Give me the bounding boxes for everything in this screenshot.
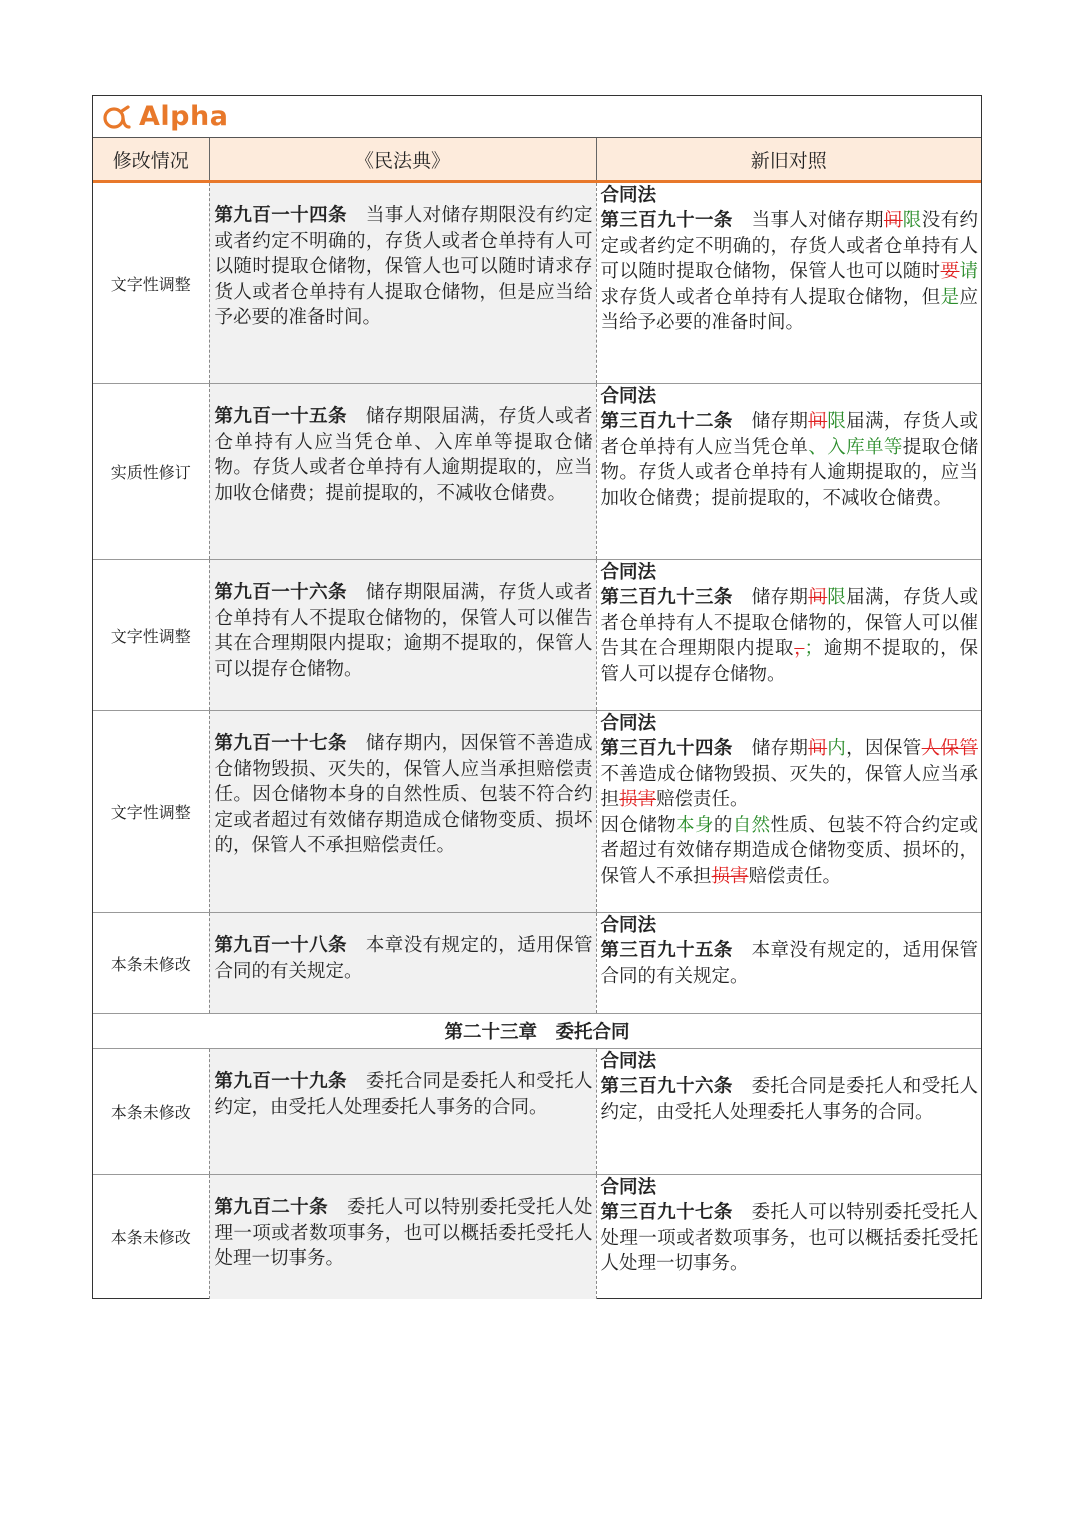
old-law-cell: [596, 711, 981, 913]
civil-article-text: 委托人可以特别委托受托人处理一项或者数项事务，也可以概括委托受托人处理一切事务。: [214, 1197, 593, 1269]
text-segment: 提取仓储物。存货人或者仓单持有人逾期提取的，应当加收仓储费；提前提取的，不减收仓储费。: [600, 436, 978, 509]
civil-article-text: 委托合同是委托人和受托人约定，由受托人处理委托人事务的合同。: [214, 1071, 593, 1118]
alpha-logo-icon: [101, 102, 131, 132]
status-cell: 文字性调整: [93, 182, 209, 384]
chapter-row: [93, 1014, 981, 1049]
status-cell: 文字性调整: [93, 711, 209, 913]
civil-code-cell: [209, 913, 596, 1014]
added-text: 本身: [676, 814, 714, 836]
text-segment: 赔偿责任。: [748, 865, 842, 887]
table-header-row: [93, 138, 981, 182]
civil-article-number: 第九百一十六条: [214, 582, 347, 603]
text-segment: 赔偿责任。: [656, 789, 749, 810]
old-article-text: 本章没有规定的，适用保管合同的有关规定。: [600, 940, 978, 987]
table-row: [93, 384, 981, 560]
table-row: [93, 1175, 981, 1299]
old-law-cell: [596, 182, 981, 384]
civil-article-text: 储存期限届满，存货人或者仓单持有人不提取仓储物的，保管人可以催告其在合理期限内提取；逾期不提取的，保管人可以提存仓储物。: [214, 582, 593, 680]
text-segment: 届满，存货人或者仓单持有人应当凭仓单: [600, 411, 978, 458]
old-law-cell: [596, 384, 981, 560]
civil-article-text: 本章没有规定的，适用保管合同的有关规定。: [214, 935, 593, 982]
header-civil-code: 《民法典》: [209, 138, 596, 182]
old-article-number: 第三百九十四条: [600, 738, 733, 759]
deleted-text: ，: [794, 638, 805, 659]
header-compare: 新旧对照: [596, 138, 981, 182]
old-law-cell: [596, 1175, 981, 1299]
civil-code-cell: [209, 384, 596, 560]
deleted-text: 损害: [619, 789, 657, 810]
status-cell: 文字性调整: [93, 560, 209, 711]
text-segment: 届满，存货人或者仓单持有人不提取仓储物的，保管人可以催告其在合理期限内提取: [600, 587, 978, 659]
deleted-text: 间: [883, 210, 903, 231]
civil-article-number: 第九百一十九条: [214, 1071, 347, 1092]
text-segment: 储存期: [732, 411, 809, 432]
deleted-text: 损害: [711, 865, 749, 887]
text-segment: 储存期: [732, 587, 809, 608]
text-segment: 的: [713, 814, 733, 836]
comparison-table: [93, 138, 981, 1299]
civil-code-cell: [209, 1049, 596, 1175]
old-law-label: 合同法: [600, 386, 657, 407]
text-segment: 当事人对储存期: [732, 210, 884, 231]
old-article-text: 委托人可以特别委托受托人处理一项或者数项事务，也可以概括委托受托人处理一切事务。: [600, 1202, 978, 1274]
added-text: 请: [959, 261, 978, 282]
old-law-label: 合同法: [600, 562, 657, 583]
status-cell: 本条未修改: [93, 1049, 209, 1175]
deleted-text: 间: [808, 738, 828, 759]
table-row: [93, 1049, 981, 1175]
deleted-text: 要: [940, 261, 960, 282]
status-cell: 本条未修改: [93, 913, 209, 1014]
old-article-number: 第三百九十六条: [600, 1076, 733, 1097]
added-text: 是: [940, 286, 960, 308]
deleted-text: 间: [808, 411, 828, 432]
civil-article-number: 第九百二十条: [214, 1197, 329, 1218]
table-row: [93, 913, 981, 1014]
deleted-text: 人保管: [921, 738, 978, 759]
old-law-label: 合同法: [600, 1051, 657, 1072]
old-article-number: 第三百九十一条: [600, 210, 733, 231]
old-law-cell: [596, 913, 981, 1014]
header-status: 修改情况: [93, 138, 209, 182]
civil-code-cell: [209, 560, 596, 711]
added-text: 限: [902, 210, 922, 231]
added-text: 、入库单等: [808, 436, 903, 458]
civil-code-cell: [209, 182, 596, 384]
status-cell: 本条未修改: [93, 1175, 209, 1299]
civil-article-text: 储存期内，因保管不善造成仓储物毁损、灭失的，保管人应当承担赔偿责任。因仓储物本身的自然性质、包装不符合约定或者超过有效储存期造成仓储物变质、损坏的，保管人不承担赔偿责任。: [214, 733, 593, 856]
text-segment: 求存货人或者仓单持有人提取仓储物，但: [600, 286, 941, 308]
added-text: 限: [827, 411, 847, 432]
text-segment: 逾期不提取的，保管人可以提存仓储物。: [600, 638, 978, 685]
civil-code-cell: [209, 1175, 596, 1299]
text-segment: 应当给予必要的准备时间。: [600, 286, 978, 333]
text-segment: ，因保管: [846, 738, 922, 759]
brand-bar: [93, 96, 981, 138]
old-article-number: 第三百九十五条: [600, 940, 733, 961]
old-article-number: 第三百九十三条: [600, 587, 733, 608]
civil-article-number: 第九百一十七条: [214, 733, 347, 754]
text-segment: 储存期: [732, 738, 809, 759]
civil-code-cell: [209, 711, 596, 913]
added-text: 内: [827, 738, 847, 759]
added-text: 自然: [732, 814, 771, 836]
civil-article-number: 第九百一十五条: [214, 406, 347, 427]
comparison-document: [92, 95, 982, 1299]
chapter-title: 第二十三章 委托合同: [93, 1014, 981, 1049]
old-law-label: 合同法: [600, 1177, 657, 1198]
table-row: [93, 182, 981, 384]
text-segment: 不善造成仓储物毁损、灭失的，保管人应当承担: [600, 763, 978, 810]
text-segment: 没有约定或者约定不明确的，存货人或者仓单持有人可以随时提取仓储物，保管人也可以随时: [600, 210, 978, 282]
brand-name: Alpha: [139, 101, 229, 132]
text-segment: 性质、包装不符合约定或者超过有效储存期造成仓储物变质、损坏的，保管人不承担: [600, 814, 978, 887]
civil-article-text: 储存期限届满，存货人或者仓单持有人应当凭仓单、入库单等提取仓储物。存货人或者仓单持有人逾期提取的，应当加收仓储费；提前提取的，不减收仓储费。: [214, 406, 593, 504]
civil-article-number: 第九百一十四条: [214, 205, 347, 226]
old-law-label: 合同法: [600, 915, 657, 936]
added-text: 限: [827, 587, 847, 608]
old-article-number: 第三百九十七条: [600, 1202, 733, 1223]
deleted-text: 间: [808, 587, 828, 608]
table-row: [93, 711, 981, 913]
old-article-number: 第三百九十二条: [600, 411, 733, 432]
status-cell: 实质性修订: [93, 384, 209, 560]
old-article-text: 委托合同是委托人和受托人约定，由受托人处理委托人事务的合同。: [600, 1076, 978, 1123]
text-segment: 因仓储物: [600, 814, 677, 836]
civil-article-text: 当事人对储存期限没有约定或者约定不明确的，存货人或者仓单持有人可以随时提取仓储物，保管人也可以随时请求存货人或者仓单持有人提取仓储物，但是应当给予必要的准备时间。: [214, 205, 593, 328]
table-row: [93, 560, 981, 711]
old-law-cell: [596, 1049, 981, 1175]
added-text: ；: [804, 638, 823, 659]
old-law-cell: [596, 560, 981, 711]
civil-article-number: 第九百一十八条: [214, 935, 347, 956]
old-law-label: 合同法: [600, 713, 657, 734]
old-law-label: 合同法: [600, 185, 657, 206]
